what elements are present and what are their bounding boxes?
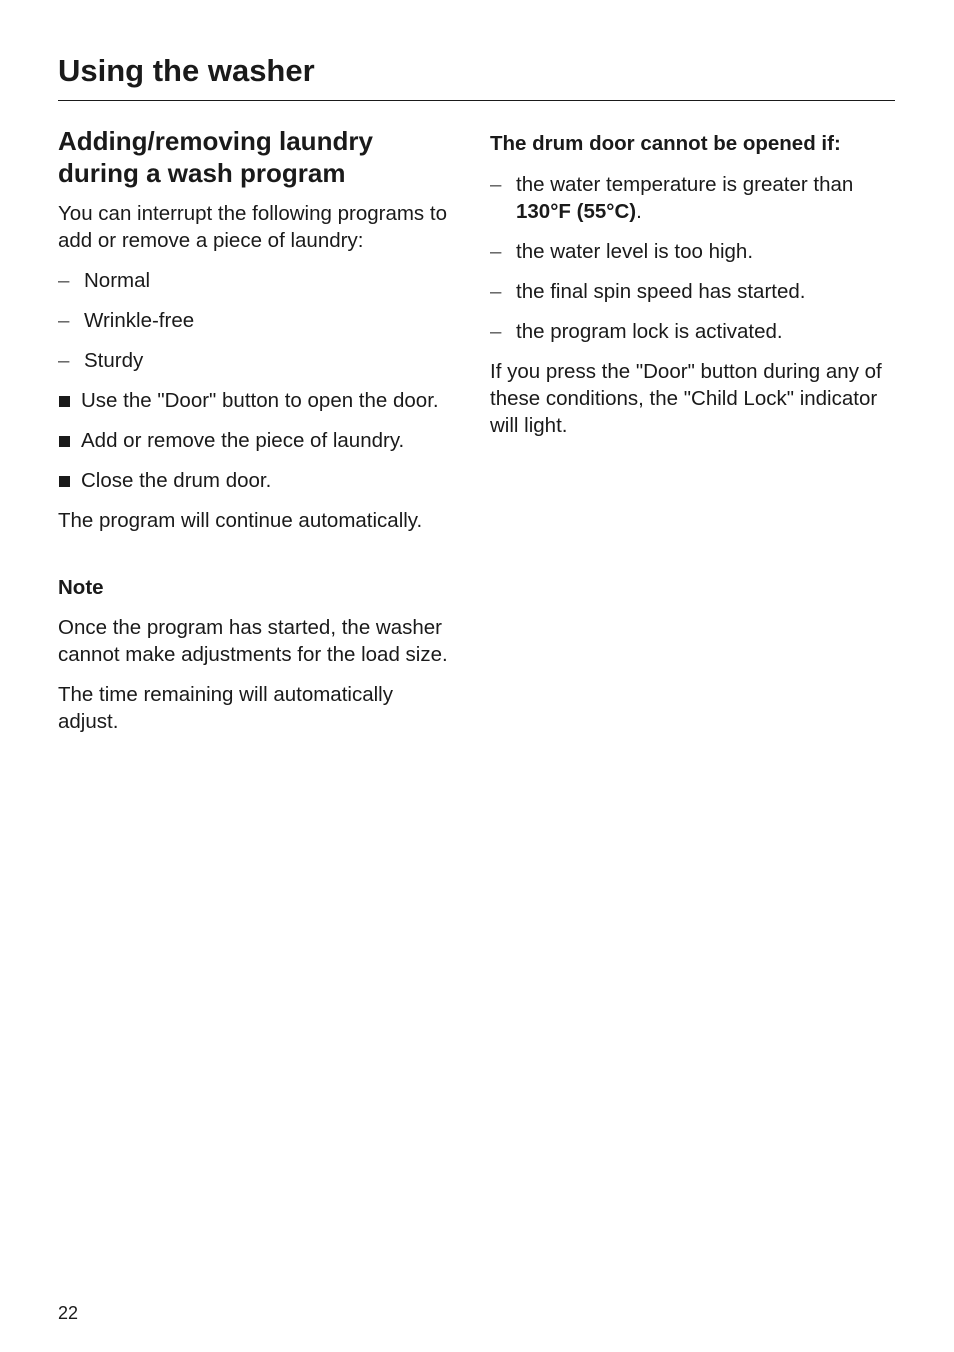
program-item-sturdy <box>58 347 453 374</box>
condition-water-temperature <box>490 171 900 225</box>
program-label: Sturdy <box>84 349 144 372</box>
left-column <box>58 125 453 748</box>
section-heading <box>58 125 453 189</box>
page-title: Using the washer <box>58 53 315 88</box>
condition-text-suffix: . <box>636 200 642 223</box>
step-close-door <box>58 467 453 494</box>
condition-program-lock <box>490 318 900 345</box>
dash-icon: – <box>490 173 502 196</box>
section-heading-line-1: Adding/removing laundry <box>58 126 373 156</box>
condition-text: the final spin speed has started. <box>516 280 806 303</box>
section-heading-line-2: during a wash program <box>58 158 346 188</box>
dash-icon: – <box>490 280 502 303</box>
dash-icon: – <box>58 349 70 372</box>
condition-text: the water level is too high. <box>516 240 754 263</box>
step-text: Close the drum door. <box>81 469 272 492</box>
square-bullet-icon <box>59 436 70 447</box>
drum-door-heading: The drum door cannot be opened if: <box>490 132 841 155</box>
program-item-wrinkle-free <box>58 307 453 334</box>
note-paragraph-1: Once the program has started, the washer cannot make adjustments for the load size. <box>58 616 448 666</box>
step-text: Add or remove the piece of laundry. <box>81 429 405 452</box>
dash-icon: – <box>58 309 70 332</box>
condition-water-level <box>490 238 900 265</box>
square-bullet-icon <box>59 396 70 407</box>
step-text: Use the "Door" button to open the door. <box>81 389 439 412</box>
child-lock-paragraph: If you press the "Door" button during any of these conditions, the "Child Lock" indicator will light. <box>490 360 882 437</box>
condition-text-prefix: the water temperature is greater than <box>516 173 854 196</box>
step-open-door <box>58 387 453 414</box>
program-item-normal <box>58 267 453 294</box>
note-paragraph-2: The time remaining will automatically adjust. <box>58 683 393 733</box>
condition-text: the program lock is activated. <box>516 320 783 343</box>
page-number: 22 <box>58 1303 79 1323</box>
condition-text <box>516 173 853 223</box>
dash-icon: – <box>490 240 502 263</box>
condition-final-spin <box>490 278 900 305</box>
dash-icon: – <box>58 269 70 292</box>
square-bullet-icon <box>59 476 70 487</box>
title-divider <box>58 100 895 101</box>
right-column <box>490 125 900 452</box>
continue-paragraph: The program will continue automatically. <box>58 509 423 532</box>
step-add-remove-laundry <box>58 427 453 454</box>
note-heading: Note <box>58 576 104 599</box>
program-label: Wrinkle-free <box>84 309 195 332</box>
intro-paragraph: You can interrupt the following programs to add or remove a piece of laundry: <box>58 202 447 252</box>
dash-icon: – <box>490 320 502 343</box>
temperature-value: 130°F (55°C) <box>516 200 637 223</box>
program-label: Normal <box>84 269 151 292</box>
